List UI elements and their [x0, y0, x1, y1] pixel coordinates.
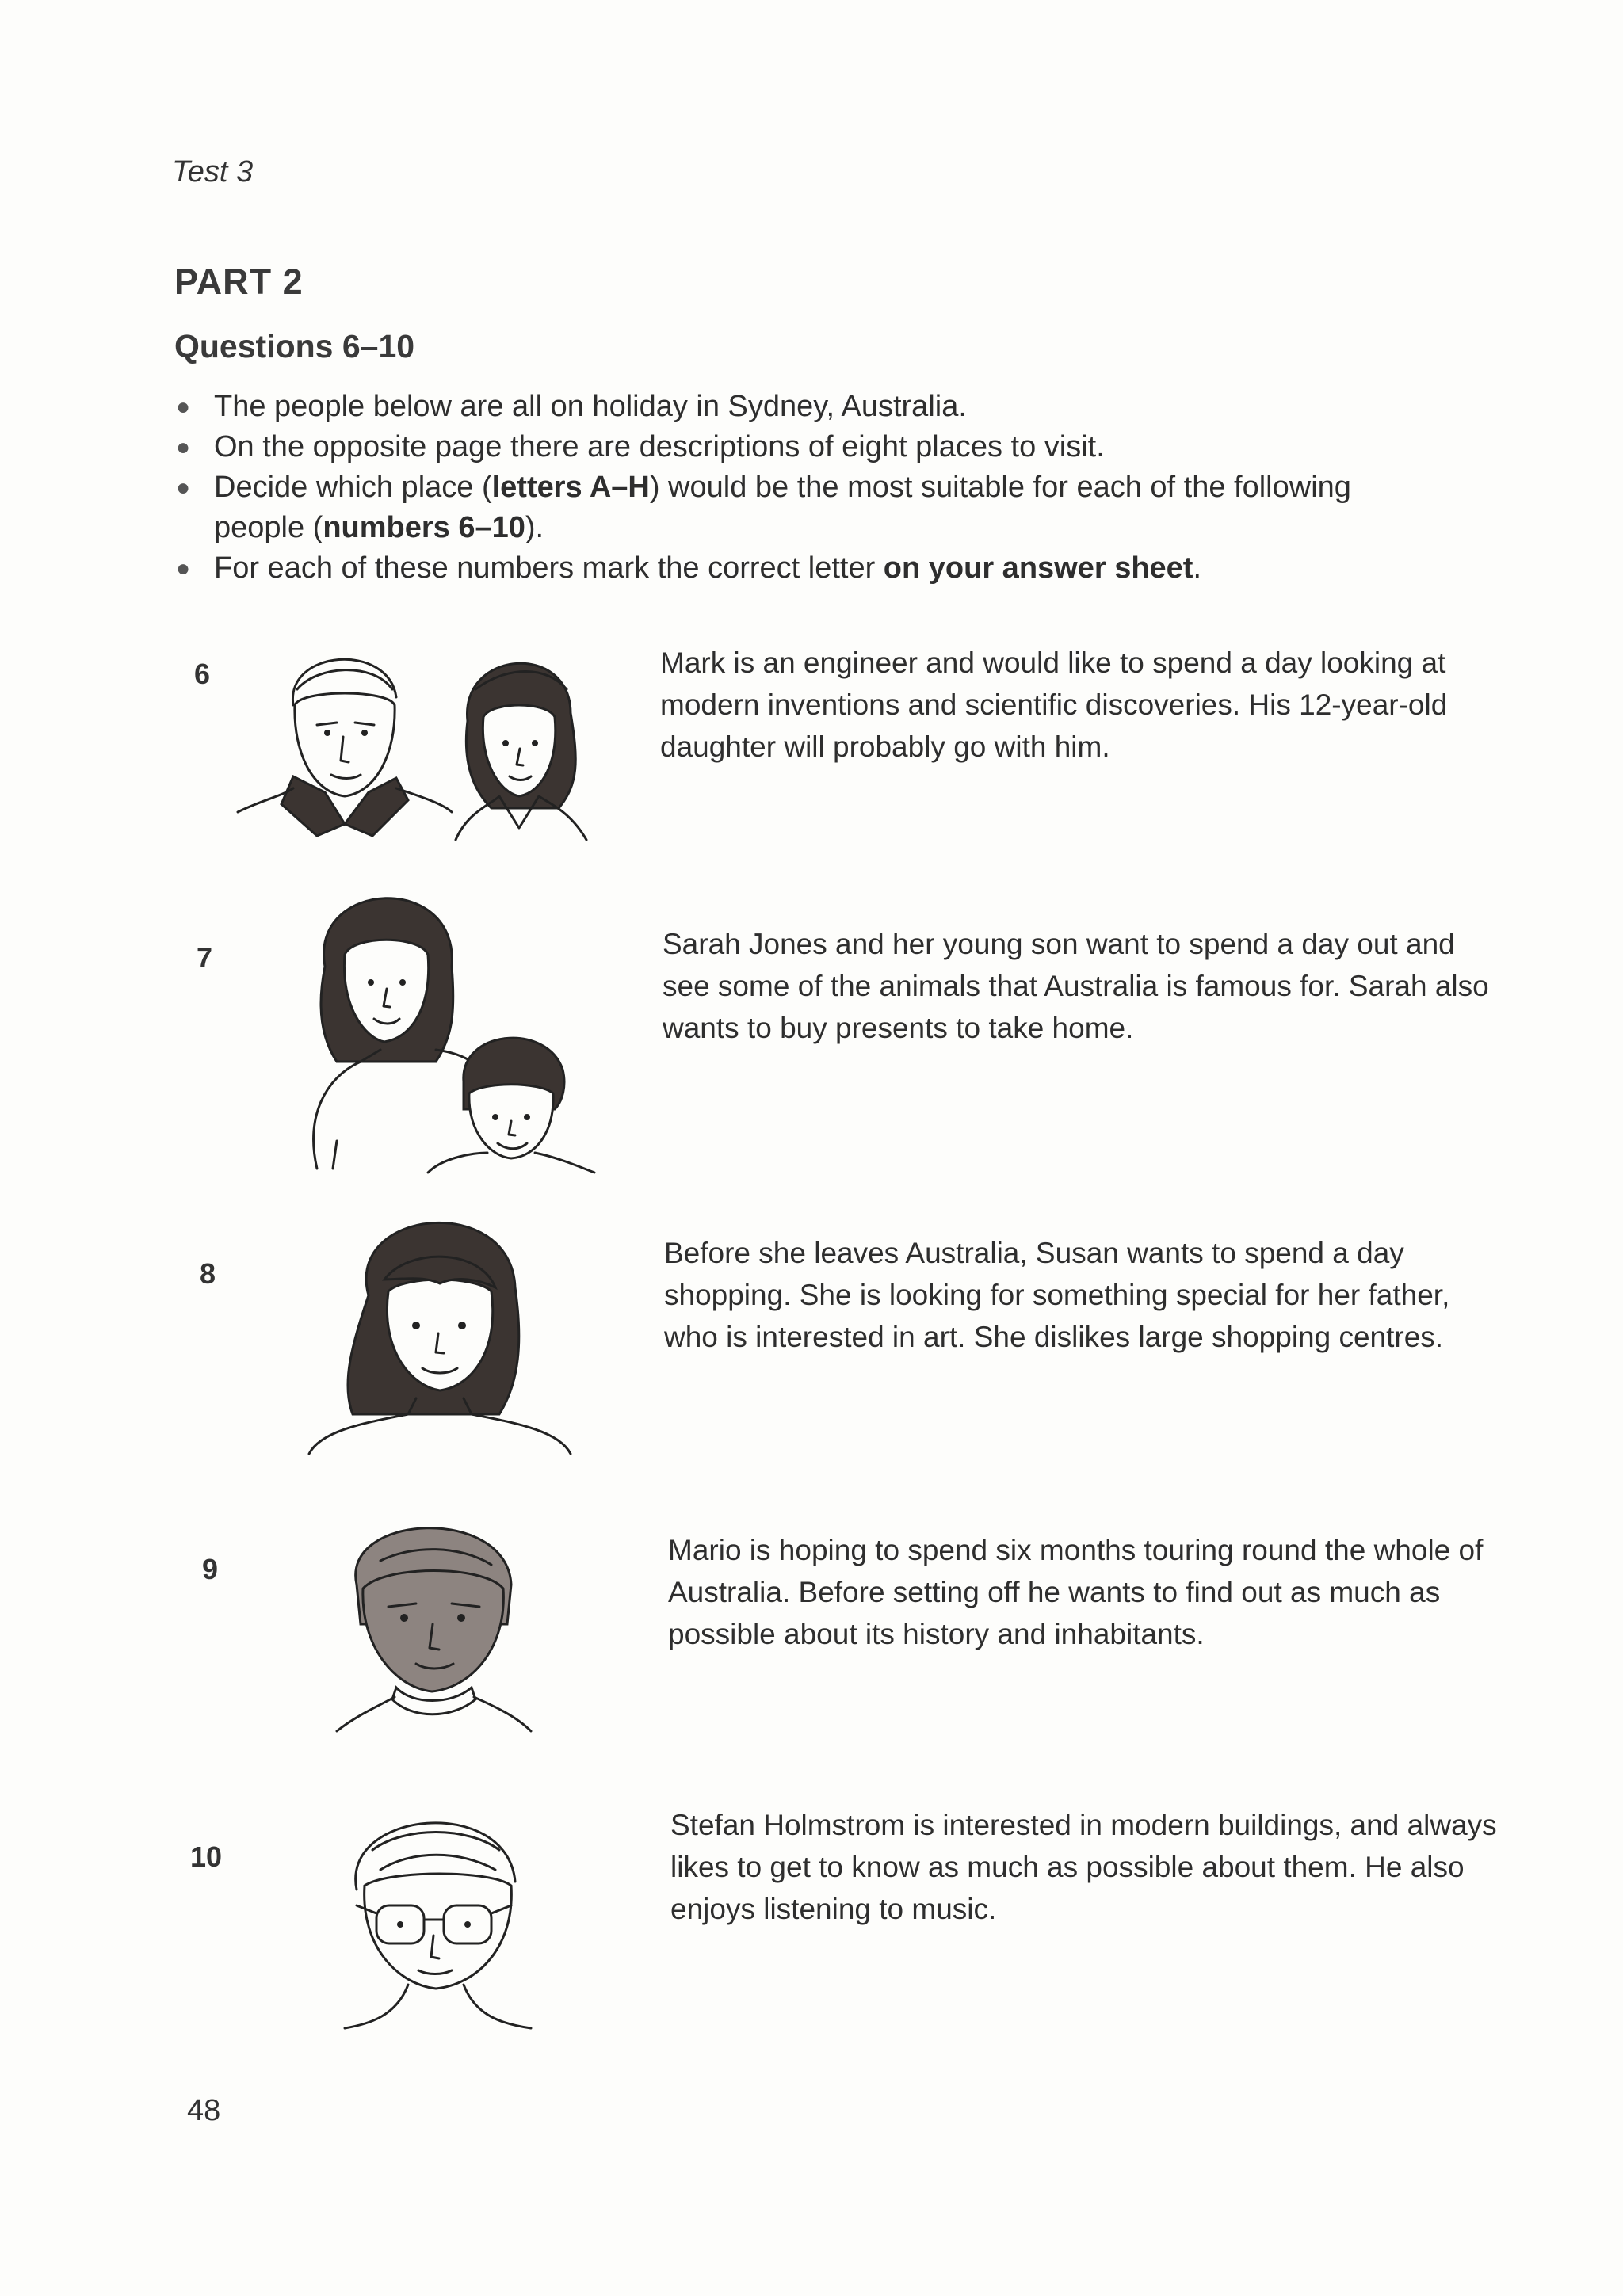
- portrait: [333, 1497, 539, 1739]
- portrait: [238, 634, 634, 844]
- instruction-text-run: The people below are all on holiday in Sydney, Australia.: [214, 390, 967, 423]
- instruction-text: [214, 430, 1105, 463]
- question-number: 9: [202, 1553, 219, 1585]
- instruction-item: [174, 467, 1411, 548]
- person-description: Sarah Jones and her young son want to spend a day out and see some of the animals that Australia is famous for. Sarah also wants to buy presents to take home.: [663, 928, 1489, 1044]
- woman-portrait-icon: [305, 1200, 590, 1454]
- instruction-item: [174, 387, 1411, 427]
- portrait: [305, 1200, 590, 1458]
- person-description: Mario is hoping to spend six months touring round the whole of Australia. Before setting off he wants to find out as much as possible about its history and inhabitants.: [668, 1534, 1484, 1650]
- portrait: [301, 879, 602, 1177]
- part-title: PART 2: [174, 261, 304, 302]
- instruction-item: [174, 548, 1411, 589]
- man-portrait-icon: [333, 1497, 539, 1735]
- bullet-icon: ●: [176, 434, 191, 460]
- running-head: Test 3: [172, 155, 254, 189]
- instruction-text: [214, 471, 1351, 544]
- instruction-item: [174, 427, 1411, 467]
- instructions-list: [174, 387, 1411, 589]
- bullet-icon: ●: [176, 555, 191, 582]
- instruction-bold-text: numbers 6–10: [323, 511, 525, 544]
- instruction-text: [214, 390, 967, 423]
- instruction-text-run: ) would be the most suitable for each of the following people (: [214, 471, 1351, 544]
- person-description: Mark is an engineer and would like to spend a day looking at modern inventions and scientific discoveries. His 12-year-old daughter will probably go with him.: [660, 646, 1448, 763]
- person-description: Before she leaves Australia, Susan wants to spend a day shopping. She is looking for something special for her father, who is interested in art. She dislikes large shopping centres.: [664, 1237, 1450, 1353]
- mother-and-son-portrait-icon: [301, 879, 602, 1173]
- question-number: 10: [190, 1840, 223, 1873]
- question-number: 8: [200, 1257, 216, 1290]
- man-and-daughter-portrait-icon: [238, 634, 634, 840]
- bullet-icon: ●: [176, 394, 191, 420]
- instruction-text: [214, 551, 1201, 585]
- man-with-glasses-portrait-icon: [341, 1794, 539, 2040]
- question-number: 7: [197, 941, 213, 974]
- instruction-text-run: .: [1193, 551, 1202, 585]
- instruction-text-run: Decide which place (: [214, 471, 492, 504]
- instruction-bold-text: letters A–H: [491, 471, 650, 504]
- question-number: 6: [194, 658, 211, 690]
- questions-title: Questions 6–10: [174, 328, 415, 364]
- instruction-bold-text: on your answer sheet: [883, 551, 1193, 585]
- portrait: [341, 1794, 539, 2044]
- bullet-icon: ●: [176, 475, 191, 501]
- instruction-text-run: For each of these numbers mark the correct letter: [214, 551, 884, 585]
- instruction-text-run: On the opposite page there are descriptions of eight places to visit.: [214, 430, 1105, 463]
- page-number: 48: [187, 2094, 221, 2127]
- person-description: Stefan Holmstrom is interested in modern buildings, and always likes to get to know as much as possible about them. He also enjoys listening to music.: [670, 1809, 1497, 1925]
- instruction-text-run: ).: [525, 511, 544, 544]
